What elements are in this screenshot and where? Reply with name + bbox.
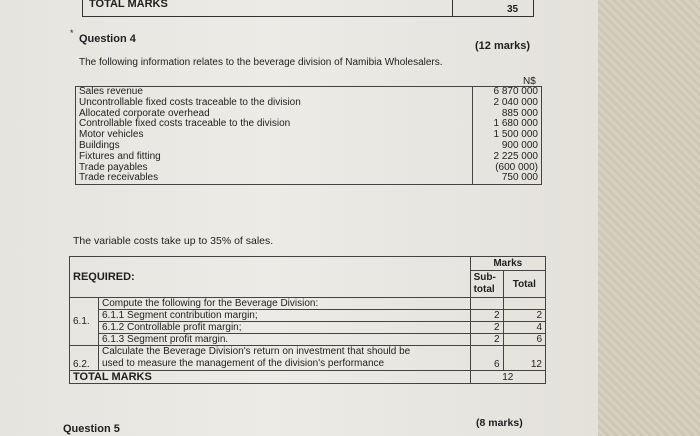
question-61-intro: Compute the following for the Beverage Division:: [99, 298, 471, 310]
item-value: 2 040 000: [473, 98, 542, 109]
marks-header: Marks: [470, 257, 545, 271]
table-row: [70, 334, 546, 346]
tablecloth-background: [598, 0, 700, 436]
item-label: Trade payables: [76, 163, 473, 174]
item-value: 1 680 000: [473, 119, 542, 130]
subtotal-header: Sub- total: [470, 271, 503, 298]
question-613-total: 6: [503, 334, 545, 346]
item-label: Trade receivables: [76, 173, 473, 184]
required-title: REQUIRED:: [70, 257, 471, 298]
item-value: 6 870 000: [473, 87, 542, 98]
table-row: [76, 173, 542, 184]
item-value: 900 000: [473, 141, 542, 152]
question-62-text: [99, 346, 471, 371]
total-header: Total: [503, 271, 545, 298]
question-612-total: 4: [503, 322, 545, 334]
table-row: [70, 346, 546, 371]
table-row: [76, 130, 542, 141]
item-value: 2 225 000: [473, 152, 542, 163]
empty-cell: [503, 298, 545, 310]
question-62-line2: used to measure the management of the division's performance: [102, 358, 385, 369]
question-613: 6.1.3 Segment profit margin.: [99, 334, 471, 346]
question4-heading: Question 4: [79, 33, 136, 45]
beverage-division-data-table: [75, 86, 542, 185]
question5-marks: (8 marks): [476, 417, 523, 429]
question-612: 6.1.2 Controllable profit margin;: [99, 322, 471, 334]
total-marks-label: TOTAL MARKS: [70, 371, 471, 384]
item-label: Uncontrollable fixed costs traceable to the division: [76, 98, 473, 109]
question5-heading: Question 5: [63, 423, 120, 435]
item-value: 1 500 000: [473, 130, 542, 141]
question-62-line1: Calculate the Beverage Division's return on investment that should be: [102, 346, 411, 357]
empty-cell: [470, 298, 503, 310]
required-marks-table: [69, 256, 546, 384]
variable-cost-note: The variable costs take up to 35% of sales.: [73, 235, 274, 247]
item-label: Sales revenue: [76, 87, 473, 98]
item-value: 750 000: [473, 173, 542, 184]
item-label: Allocated corporate overhead: [76, 109, 473, 120]
question-62-total: 12: [503, 346, 545, 371]
top-divider: [452, 0, 453, 17]
question4-intro: The following information relates to the beverage division of Namibia Wholesalers.: [79, 57, 443, 68]
item-label: Fixtures and fitting: [76, 152, 473, 163]
currency-header: N$: [523, 76, 536, 87]
question-611: 6.1.1 Segment contribution margin;: [99, 310, 471, 322]
table-row: [70, 298, 546, 310]
item-value: 885 000: [473, 109, 542, 120]
table-row: [76, 152, 542, 163]
table-row: [70, 322, 546, 334]
top-total-marks-row: [82, 0, 534, 17]
table-row: [70, 310, 546, 322]
question-611-sub: 2: [470, 310, 503, 322]
item-label: Controllable fixed costs traceable to the division: [76, 119, 473, 130]
question-62-sub: 6: [470, 346, 503, 371]
item-label: Buildings: [76, 141, 473, 152]
table-row: [76, 119, 542, 130]
table-row: [76, 98, 542, 109]
question-61-number: 6.1.: [70, 298, 99, 346]
top-total-marks-value: 35: [507, 4, 519, 15]
table-row: [70, 371, 546, 384]
top-total-marks-label: TOTAL MARKS: [89, 0, 168, 10]
question-612-sub: 2: [470, 322, 503, 334]
item-label: Motor vehicles: [76, 130, 473, 141]
question-611-total: 2: [503, 310, 545, 322]
star-mark-icon: *: [70, 28, 74, 38]
question-62-number: 6.2.: [70, 346, 99, 371]
question4-marks: (12 marks): [475, 40, 531, 52]
question-613-sub: 2: [470, 334, 503, 346]
item-value: (600 000): [473, 163, 542, 174]
total-marks-value: 12: [470, 371, 545, 384]
table-row: [70, 257, 546, 271]
